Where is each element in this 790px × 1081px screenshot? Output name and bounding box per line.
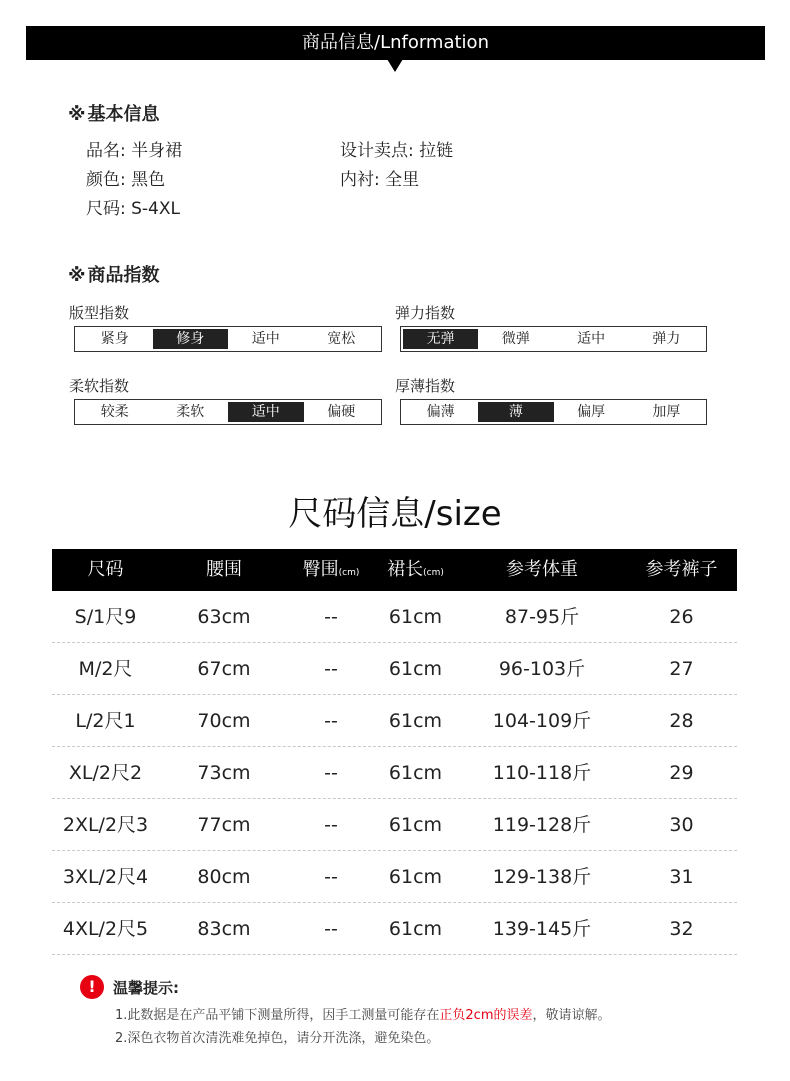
header-notch-decoration <box>387 59 403 72</box>
index-option: 微弹 <box>501 331 530 347</box>
table-cell: 119-128斤 <box>492 814 592 836</box>
index-bar-thickness <box>400 399 707 425</box>
table-row <box>52 695 737 747</box>
table-cell: 61cm <box>388 606 443 628</box>
table-row <box>52 591 737 643</box>
table-cell: S/1尺9 <box>74 606 137 628</box>
info-color: 颜色: 黑色 <box>86 170 166 190</box>
table-cell: 4XL/2尺5 <box>62 918 149 940</box>
basic-info-title-text: 基本信息 <box>87 104 160 125</box>
table-header-text: 臀围 <box>302 559 339 580</box>
index-option: 宽松 <box>327 331 356 347</box>
table-cell: 104-109斤 <box>492 710 592 732</box>
info-design-feature: 设计卖点: 拉链 <box>340 141 454 161</box>
index-label-fit: 版型指数 <box>69 304 130 322</box>
section-header-bar <box>26 26 765 60</box>
index-option: 适中 <box>228 402 304 422</box>
table-cell: 139-145斤 <box>492 918 592 940</box>
index-option: 修身 <box>153 329 229 349</box>
table-header-text: 参考裤子 <box>645 559 718 580</box>
table-cell: 28 <box>669 710 694 732</box>
table-cell: 73cm <box>197 762 251 784</box>
index-bar-fit <box>74 326 382 352</box>
index-option: 无弹 <box>403 329 478 349</box>
index-label-elasticity: 弹力指数 <box>395 304 456 322</box>
table-cell: 87-95斤 <box>504 606 580 628</box>
index-option: 适中 <box>251 331 280 347</box>
index-option: 较柔 <box>100 404 129 420</box>
table-cell: 2XL/2尺3 <box>62 814 149 836</box>
notice-line-1-after: ，敬请谅解。 <box>532 1008 611 1023</box>
index-option: 紧身 <box>100 331 129 347</box>
table-cell: 26 <box>669 606 694 628</box>
index-option: 加厚 <box>652 404 681 420</box>
info-lining: 内衬: 全里 <box>340 170 420 190</box>
index-label-softness: 柔软指数 <box>69 377 130 395</box>
notice-line-2: 2.深色衣物首次清洗难免掉色，请分开洗涤，避免染色。 <box>115 1031 440 1046</box>
table-row <box>52 799 737 851</box>
table-cell: 63cm <box>197 606 251 628</box>
table-cell: 31 <box>669 866 694 888</box>
table-header-cell <box>289 549 373 591</box>
table-cell: 129-138斤 <box>492 866 592 888</box>
info-product-name: 品名: 半身裙 <box>86 141 183 161</box>
table-cell: 30 <box>669 814 694 836</box>
table-cell: 61cm <box>388 710 443 732</box>
index-option: 弹力 <box>652 331 681 347</box>
table-cell: L/2尺1 <box>75 710 136 732</box>
table-cell: 32 <box>669 918 694 940</box>
table-cell: XL/2尺2 <box>68 762 143 784</box>
index-option: 适中 <box>577 331 606 347</box>
index-bar-elasticity <box>400 326 707 352</box>
table-header-cell <box>159 549 289 591</box>
index-bar-softness <box>74 399 382 425</box>
notice-line-1-highlight: 正负2cm的误差 <box>439 1008 533 1023</box>
section-header-title: 商品信息/Lnformation <box>302 32 489 53</box>
size-section-title: 尺码信息/size <box>288 494 502 534</box>
basic-info-title <box>68 100 160 126</box>
table-cell: 29 <box>669 762 694 784</box>
table-cell: 61cm <box>388 918 443 940</box>
notice-line-1 <box>115 1004 611 1023</box>
table-header-text: 参考体重 <box>506 559 578 580</box>
basic-info-left <box>86 137 182 224</box>
table-header-text: 尺码 <box>87 559 124 580</box>
warning-icon: ! <box>80 975 104 999</box>
table-cell: 61cm <box>388 658 443 680</box>
index-option: 偏硬 <box>327 404 356 420</box>
table-cell: -- <box>324 762 338 784</box>
indices-title <box>68 261 160 287</box>
table-cell: M/2尺 <box>78 658 133 680</box>
index-option: 薄 <box>478 402 553 422</box>
table-cell: 96-103斤 <box>498 658 586 680</box>
table-cell: -- <box>324 606 338 628</box>
table-header-unit: (cm) <box>338 568 360 578</box>
table-header-unit: (cm) <box>423 568 444 578</box>
table-header-text: 腰围 <box>206 559 242 580</box>
table-cell: -- <box>324 866 338 888</box>
table-cell: 83cm <box>197 918 251 940</box>
table-row <box>52 747 737 799</box>
notice-line-1-before: 1.此数据是在产品平铺下测量所得，因手工测量可能存在 <box>115 1008 440 1023</box>
table-cell: -- <box>324 918 338 940</box>
table-row <box>52 851 737 903</box>
table-header-cell <box>458 549 626 591</box>
table-cell: 61cm <box>388 762 443 784</box>
info-size-range: 尺码: S-4XL <box>86 199 180 219</box>
table-cell: 80cm <box>197 866 251 888</box>
notice-title: 温馨提示: <box>113 979 179 997</box>
index-label-thickness: 厚薄指数 <box>395 377 456 395</box>
table-header-cell <box>626 549 737 591</box>
table-cell: 61cm <box>388 814 443 836</box>
size-table-header <box>52 549 737 591</box>
table-cell: -- <box>324 658 338 680</box>
indices-title-text: 商品指数 <box>87 265 160 286</box>
table-cell: -- <box>324 710 338 732</box>
table-cell: 67cm <box>197 658 251 680</box>
table-header-text: 裙长 <box>387 559 424 580</box>
table-cell: 70cm <box>197 710 251 732</box>
table-row <box>52 903 737 955</box>
table-row <box>52 643 737 695</box>
table-cell: 3XL/2尺4 <box>62 866 149 888</box>
table-cell: 77cm <box>197 814 251 836</box>
index-option: 偏厚 <box>577 404 606 420</box>
table-cell: -- <box>324 814 338 836</box>
basic-info-right <box>340 137 453 195</box>
table-header-cell <box>52 549 159 591</box>
table-header-cell <box>373 549 458 591</box>
reference-mark-icon: ※ <box>68 265 86 286</box>
table-cell: 27 <box>669 658 694 680</box>
table-cell: 61cm <box>388 866 443 888</box>
index-option: 柔软 <box>176 404 205 420</box>
reference-mark-icon: ※ <box>68 104 86 125</box>
table-cell: 110-118斤 <box>492 762 592 784</box>
index-option: 偏薄 <box>426 404 455 420</box>
